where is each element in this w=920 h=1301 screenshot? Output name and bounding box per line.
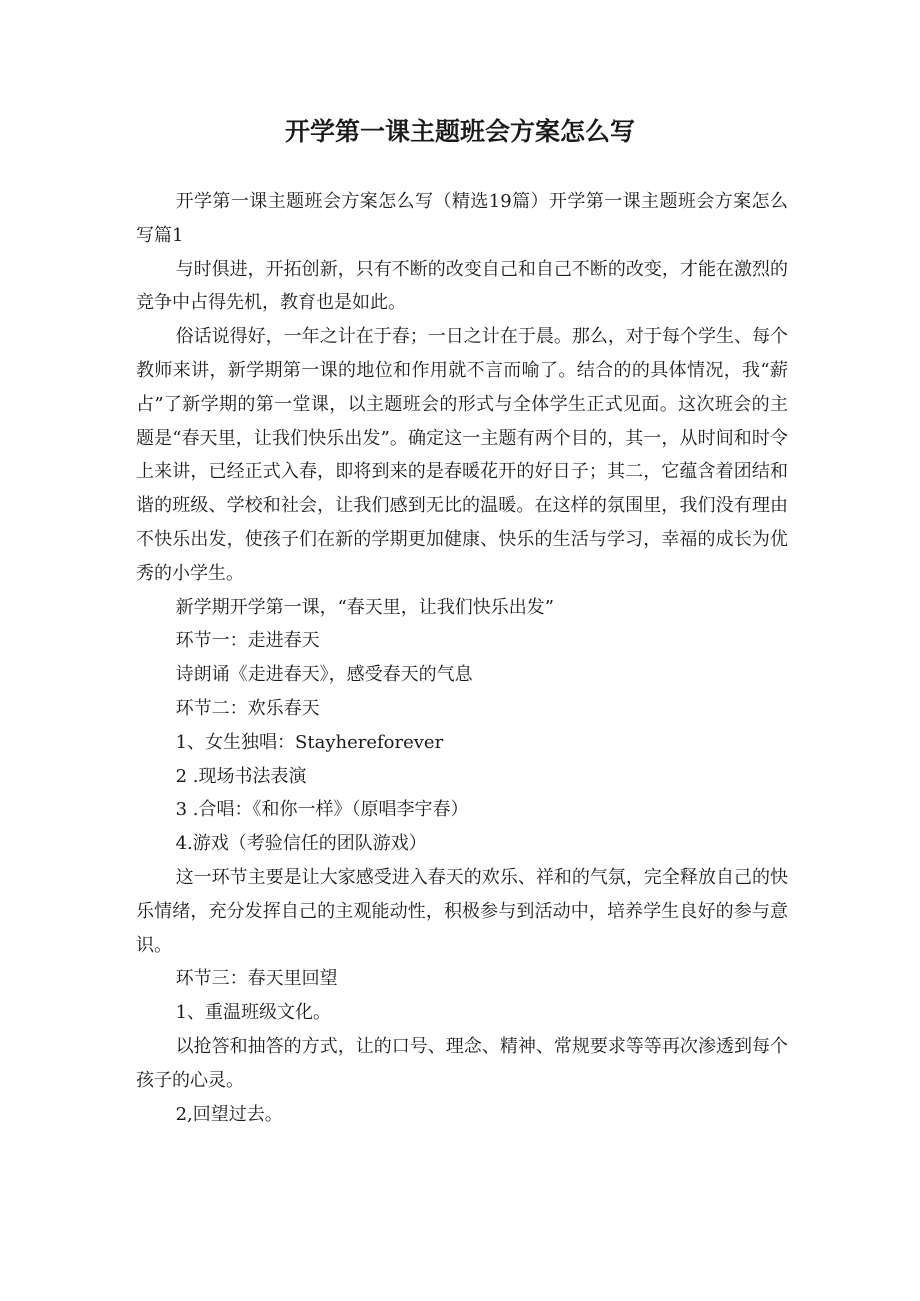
list-item: 诗朗诵《走进春天》，感受春天的气息 xyxy=(175,664,473,686)
section-heading: 环节二：欢乐春天 xyxy=(175,697,320,719)
list-item: 1、重温班级文化。 xyxy=(175,1002,332,1024)
document-body xyxy=(136,185,788,1131)
list-item: 3 .合唱：《和你一样》（原唱李宇春） xyxy=(175,799,469,821)
paragraph: 与时俱进，开拓创新，只有不断的改变自己和自己不断的改变，才能在激烈的竞争中占得先机，教育也是如此。 xyxy=(136,258,788,314)
list-item: 1、女生独唱：Stayhereforever xyxy=(175,731,444,753)
list-item: 4.游戏（考验信任的团队游戏） xyxy=(175,833,427,855)
list-item: 2 .现场书法表演 xyxy=(175,765,307,787)
paragraph: 俗话说得好，一年之计在于春；一日之计在于晨。那么，对于每个学生、每个教师来讲，新学期第一课的地位和作用就不言而喻了。结合的的具体情况，我“薪占”了新学期的第一堂课，以主题班会的形式与全体学生正式见面。这次班会的主题是“春天里，让我们快乐出发”。确定这一主题有两个目的，其一，从时间和时令上来讲，已经正式入春，即将到来的是春暖花开的好日子；其二，它蕴含着团结和谐的班级、学校和社会，让我们感到无比的温暖。在这样的氛围里，我们没有理由不快乐出发，使孩子们在新的学期更加健康、快乐的生活与学习，幸福的成长为优秀的小学生。 xyxy=(136,326,788,584)
document-title: 开学第一课主题班会方案怎么写 xyxy=(284,117,635,146)
section-heading: 环节一：走进春天 xyxy=(175,630,320,652)
intro-paragraph: 开学第一课主题班会方案怎么写（精选19篇）开学第一课主题班会方案怎么写篇1 xyxy=(136,191,788,246)
paragraph: 以抢答和抽答的方式，让的口号、理念、精神、常规要求等等再次渗透到每个孩子的心灵。 xyxy=(136,1035,788,1091)
list-item: 2,回望过去。 xyxy=(175,1103,283,1125)
section-heading: 环节三：春天里回望 xyxy=(175,968,338,990)
paragraph: 这一环节主要是让大家感受进入春天的欢乐、祥和的气氛，完全释放自己的快乐情绪，充分发挥自己的主观能动性，积极参与到活动中，培养学生良好的参与意识。 xyxy=(136,866,788,956)
section-heading: 新学期开学第一课，“春天里，让我们快乐出发” xyxy=(175,596,554,618)
